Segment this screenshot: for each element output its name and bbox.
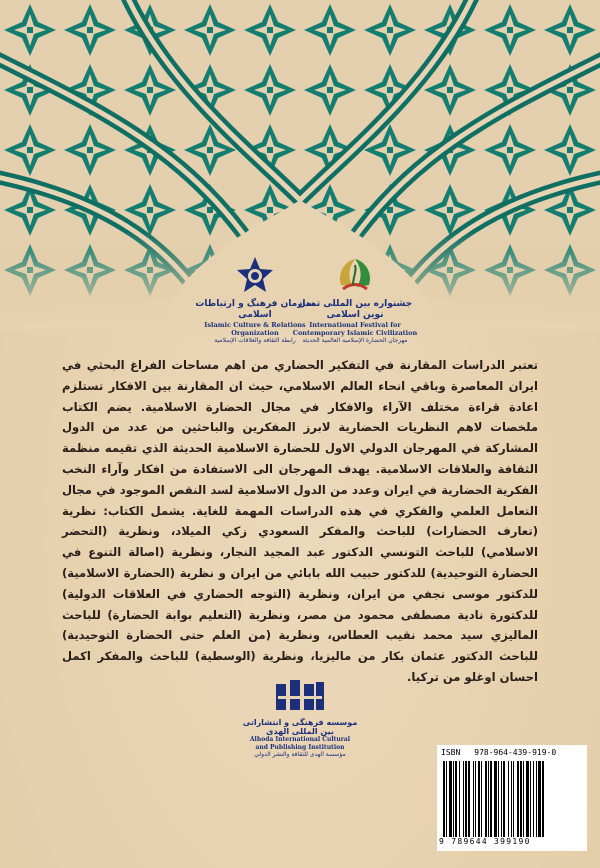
barcode-bar — [478, 761, 480, 837]
publisher-name-en-2: and Publishing Institution — [255, 743, 345, 751]
barcode-bar — [490, 761, 492, 837]
barcode-bar — [538, 761, 541, 837]
barcode-bar — [536, 761, 537, 837]
barcode-bar — [526, 761, 529, 837]
festival-emblem-icon — [333, 255, 377, 295]
festival-name-ar: مهرجان الحضارة الإسلامية العالمية الحديثة — [302, 337, 408, 344]
barcode-bar — [501, 761, 502, 837]
festival-name-en-2: Contemporary Islamic Civilization — [292, 329, 418, 337]
isbn-barcode — [437, 745, 587, 851]
barcode-bar — [465, 761, 467, 837]
publisher-name-ar: مؤسسة الهدى للثقافة والنشر الدولي — [254, 751, 346, 758]
barcode-bar — [485, 761, 487, 837]
barcode-bar — [443, 761, 445, 837]
barcode-bar — [517, 761, 519, 837]
barcode-bar — [503, 761, 505, 837]
barcode-bar — [542, 761, 544, 837]
festival-name-en-1: International Festival for — [309, 321, 401, 329]
barcode-bar — [523, 761, 524, 837]
barcode-bar — [494, 761, 497, 837]
festival-name-fa: جشنواره بین المللی تمدن نوین اسلامی — [297, 299, 413, 320]
barcode-bar — [520, 761, 522, 837]
barcode-bar — [530, 761, 531, 837]
barcode-bar — [498, 761, 499, 837]
barcode-bar — [449, 761, 452, 837]
barcode-bar — [455, 761, 457, 837]
organization-name-en-2: Organization — [231, 329, 279, 337]
barcode-bar — [488, 761, 489, 837]
organization-name-ar: رابطة الثقافة والعلاقات الإسلامية — [214, 337, 296, 344]
publisher-name-fa: موسسه فرهنگی و انتشاراتی بین المللی الهدی — [242, 718, 358, 736]
festival-logo — [290, 255, 420, 345]
barcode-bar — [513, 761, 514, 837]
barcode-bars — [443, 761, 581, 837]
barcode-bar — [511, 761, 512, 837]
organization-emblem-icon — [235, 255, 275, 295]
barcode-bar — [473, 761, 474, 837]
isbn-value: 978-964-439-919-0 — [474, 748, 557, 757]
barcode-bar — [446, 761, 447, 837]
organization-name-en-1: Islamic Culture & Relations — [204, 321, 306, 329]
book-description: تعتبر الدراسات المقارنة في التفكير الحضاري من اهم مساحات الفراغ البحثي في ايران المعاصرة وباقي انحاء العالم الاسلامي، حيث ان المقارنة بين الافكار تستلزم اعادة قراءة مختلف الآراء والافكار في مجال الحضارة الاسلامية. يضم الكتاب ملخصات لاهم النظريات الحضارية لابرز المفكرين والباحثين من عدد من الدول المشاركة في المهرجان الدولي الاول للحضارة الاسلامية الحديثة الذي تقيمه منظمة الثقافة والعلاقات الاسلامية. يهدف المهرجان الى الاستفادة من افكار وآراء النخب الفكرية الحضارية في ايران وعدد من الدول الاسلامية لسد النقص الموجود في مجال التعامل العلمي والفكري في هذه الدراسات المهمة للغاية. يشمل الكتاب: نظرية (تعارف الحضارات) للباحث والمفكر السعودي زكي الميلاد، ونظرية (التحضر الاسلامي) للباحث التونسي الدكتور عبد المجيد النجار، ونظرية (اصالة التنوع في الحضارة التوحيدية) للدكتور حبيب الله بابائي من ايران و نظرية (الحضارة الاسلامية) للدكتور موسى نجفي من ايران، ونظرية (التوجه الحضاري في العلاقات الدولية) للدكتورة نادية مصطفى محمود من مصر، ونظرية (التعليم بوابة الحضارة) للباحث الماليزي سيد محمد نقيب العطاس، ونظرية (من العلم حتى الحضارة التوحيدية) للباحث الدكتور عثمان بكار من ماليزيا، ونظرية (الوسطية) للباحث والمفكر اكمل احسان اوغلو من تركيا. — [62, 358, 538, 684]
barcode-bar — [533, 761, 534, 837]
barcode-bar — [508, 761, 509, 837]
organization-name-fa: سازمان فرهنگ و ارتباطات اسلامی — [195, 299, 315, 320]
barcode-bar — [475, 761, 476, 837]
isbn-line — [441, 748, 570, 757]
publisher-logo — [238, 678, 362, 758]
barcode-bar — [463, 761, 464, 837]
alhoda-emblem-icon — [272, 678, 328, 714]
barcode-bar — [453, 761, 454, 837]
publisher-name-en-1: Alhoda International Cultural — [249, 736, 351, 743]
barcode-bar — [468, 761, 470, 837]
barcode-bar — [459, 761, 460, 837]
barcode-digits: 9 789644 399190 — [439, 837, 531, 846]
isbn-label: ISBN — [441, 748, 461, 757]
barcode-bar — [481, 761, 482, 837]
